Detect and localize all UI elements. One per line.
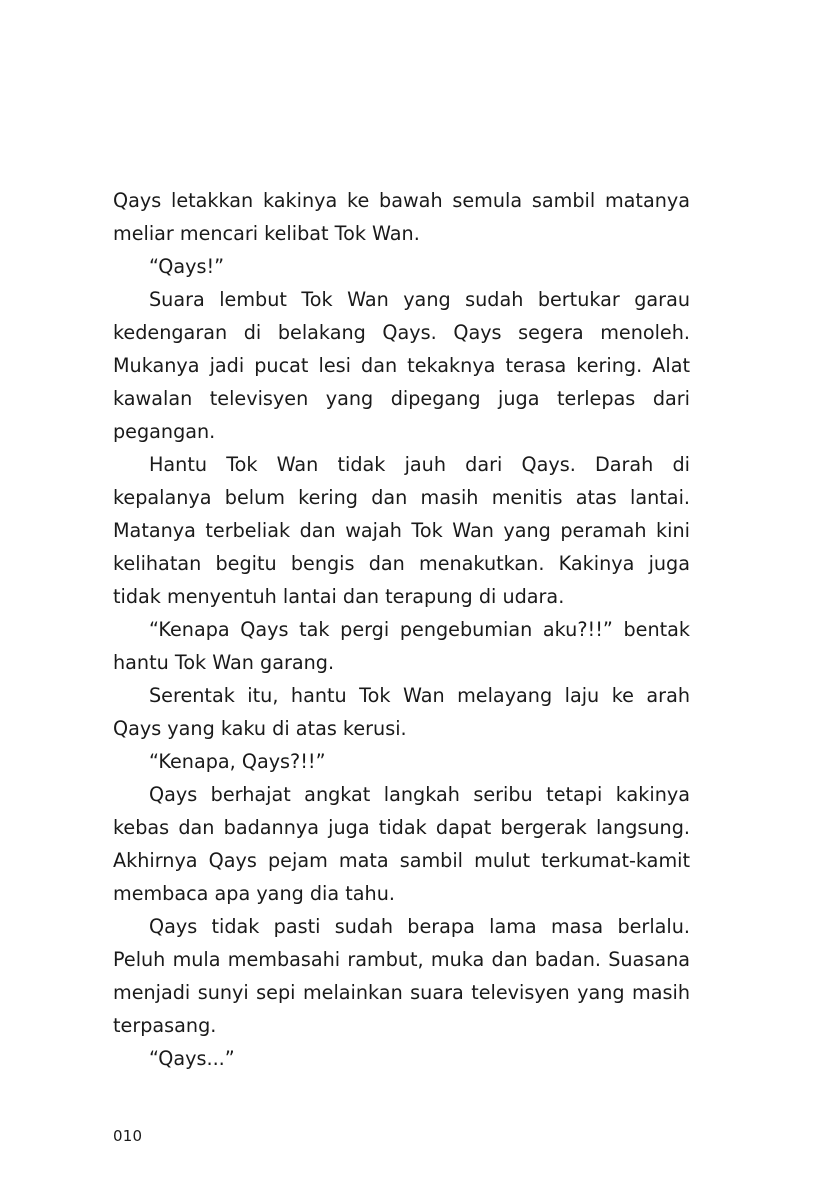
body-text bbox=[113, 184, 690, 1075]
paragraph-10: “Qays...” bbox=[149, 1047, 235, 1070]
paragraph-4: Hantu Tok Wan tidak jauh dari Qays. Darah di kepalanya belum kering dan masih menitis atas lantai. Matanya terbeliak dan wajah Tok Wan yang peramah kini kelihatan begitu bengis dan menakutkan. Kakinya juga tidak menyentuh lantai dan terapung di udara. bbox=[113, 453, 690, 608]
paragraph-5: “Kenapa Qays tak pergi pengebumian aku?!!” bentak hantu Tok Wan garang. bbox=[113, 618, 690, 674]
paragraph-6: Serentak itu, hantu Tok Wan melayang laju ke arah Qays yang kaku di atas kerusi. bbox=[113, 684, 690, 740]
paragraph-1: Qays letakkan kakinya ke bawah semula sambil matanya meliar mencari kelibat Tok Wan. bbox=[113, 189, 690, 245]
paragraph-7: “Kenapa, Qays?!!” bbox=[149, 750, 326, 773]
paragraph-9: Qays tidak pasti sudah berapa lama masa berlalu. Peluh mula membasahi rambut, muka dan badan. Suasana menjadi sunyi sepi melainkan suara televisyen yang masih terpasang. bbox=[113, 915, 690, 1037]
paragraph-3: Suara lembut Tok Wan yang sudah bertukar garau kedengaran di belakang Qays. Qays segera menoleh. Mukanya jadi pucat lesi dan tekaknya terasa kering. Alat kawalan televisyen yang dipegang juga terlepas dari pegangan. bbox=[113, 288, 690, 443]
page-number: 010 bbox=[113, 1127, 143, 1145]
paragraph-8: Qays berhajat angkat langkah seribu tetapi kakinya kebas dan badannya juga tidak dapat bergerak langsung. Akhirnya Qays pejam mata sambil mulut terkumat-kamit membaca apa yang dia tahu. bbox=[113, 783, 690, 905]
paragraph-2: “Qays!” bbox=[149, 255, 225, 278]
